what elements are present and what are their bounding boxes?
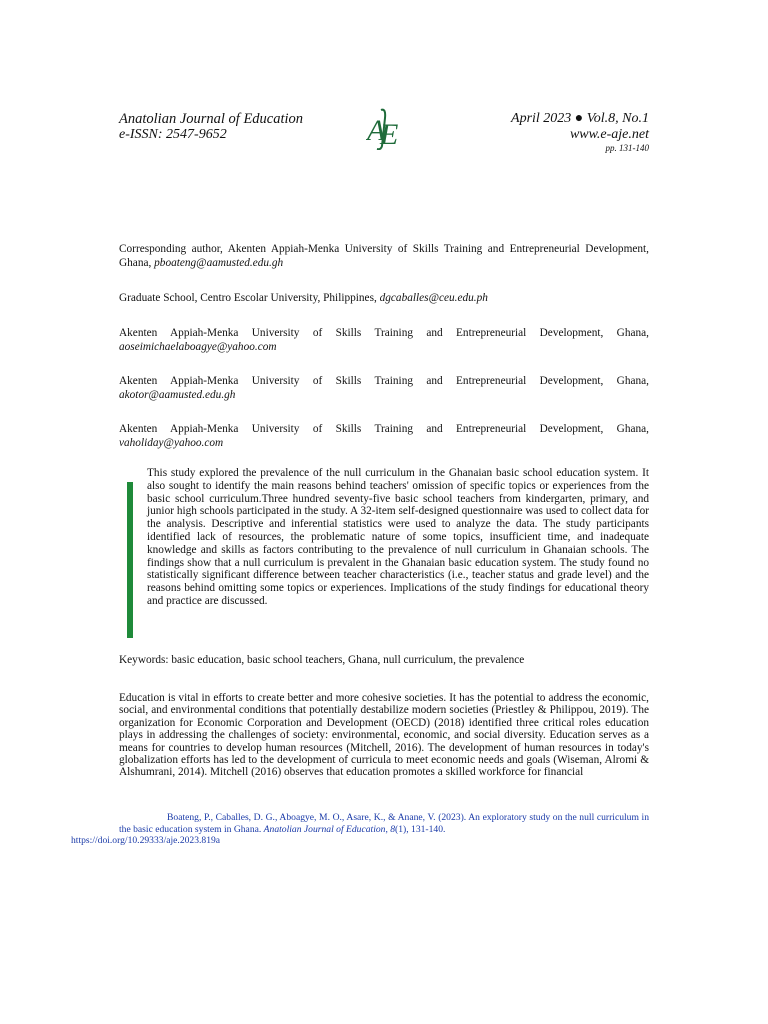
affiliation-email[interactable]: akotor@aamusted.edu.gh xyxy=(119,388,236,401)
issn: e-ISSN: 2547-9652 xyxy=(119,127,227,142)
affiliation-text: Akenten Appiah-Menka University of Skills Training and Entrepreneurial Development, Ghana, xyxy=(119,375,649,387)
abstract: This study explored the prevalence of the null curriculum in the Ghanaian basic school education system. It also sought to identify the main reasons behind teachers' omission of specific topics or experiences from the basic school curriculum.Three hundred seventy-five basic school teachers from kindergarten, primary, and junior high schools participated in the study. A 32-item self-designed questionnaire was used to collect data for the analysis. Descriptive and inferential statistics were used to analyze the data. The study participants identified lack of resources, the problematic nature of some topics, insufficient time, and inadequate knowledge and skills as factors contributing to the prevalence of null curriculum in Ghanaian schools. The findings show that a null curriculum is prevalent in the Ghanaian basic education system. The study found no statistically significant difference between teacher characteristics (i.e., teacher status and grade level) and the reasons behind omitting some topics or experiences. Implications of the study findings for educational theory and practice are discussed. xyxy=(147,467,649,607)
journal-name: Anatolian Journal of Education xyxy=(119,111,304,127)
affiliation-email[interactable]: vaholiday@yahoo.com xyxy=(119,436,224,449)
svg-text:E: E xyxy=(380,118,399,150)
citation xyxy=(71,812,649,847)
affiliation-5 xyxy=(119,423,649,450)
affiliation-email[interactable]: aoseimichaelaboagye@yahoo.com xyxy=(119,340,277,353)
journal-header-right xyxy=(511,111,649,154)
affiliation-2 xyxy=(119,292,649,306)
citation-journal: Anatolian Journal of Education xyxy=(263,823,386,835)
affiliation-text: Akenten Appiah-Menka University of Skills Training and Entrepreneurial Development, Ghana, xyxy=(119,327,649,339)
citation-issue-pages: (1), 131-140. xyxy=(395,823,446,835)
affiliation-1 xyxy=(119,243,649,270)
keywords: Keywords: basic education, basic school teachers, Ghana, null curriculum, the prevalence xyxy=(119,654,525,666)
page-range: pp. 131-140 xyxy=(605,143,649,153)
citation-volume: 8 xyxy=(390,823,396,835)
citation-authors-title: Boateng, P., Caballes, D. G., Aboagye, M. O., Asare, K., & Anane, V. (2023). An exploratory study on the null curriculum in the basic education system in Ghana. xyxy=(119,812,649,835)
abstract-accent-bar xyxy=(127,482,133,638)
journal-website[interactable]: www.e-aje.net xyxy=(569,127,649,142)
issue-info: April 2023 ● Vol.8, No.1 xyxy=(511,111,649,126)
affiliation-email[interactable]: pboateng@aamusted.edu.gh xyxy=(154,256,284,269)
affiliation-text: Graduate School, Centro Escolar University, Philippines, xyxy=(119,292,380,304)
journal-header-left xyxy=(119,111,303,143)
aje-logo-icon xyxy=(366,106,402,150)
affiliation-email[interactable]: dgcaballes@ceu.edu.ph xyxy=(379,292,488,304)
citation-doi-link[interactable]: https://doi.org/10.29333/aje.2023.819a xyxy=(71,835,221,847)
affiliation-text: Akenten Appiah-Menka University of Skills Training and Entrepreneurial Development, Ghana, xyxy=(119,423,649,435)
svg-text:A: A xyxy=(367,114,386,147)
affiliation-text: Corresponding author, Akenten Appiah-Menka University of Skills Training and Entrepreneurial Development, Ghana, xyxy=(119,243,649,269)
citation-separator: , xyxy=(385,823,391,835)
affiliation-3 xyxy=(119,327,649,354)
affiliation-4 xyxy=(119,375,649,402)
body-paragraph: Education is vital in efforts to create better and more cohesive societies. It has the potential to address the economic, social, and environmental conditions that potentially destabilize modern societies (Priestley & Philippou, 2019). The organization for Economic Corporation and Development (OECD) (2018) identified three critical roles education plays in addressing the challenges of society: environmental, economic, and social diversity. Education serves as a means for countries to develop human resources (Mitchell, 2016). The development of human resources in today's globalization efforts has led to the development of curricula to meet economic needs and goals (Wiseman, Alromi & Alshumrani, 2014). Mitchell (2016) observes that education promotes a skilled workforce for financial xyxy=(119,692,649,779)
